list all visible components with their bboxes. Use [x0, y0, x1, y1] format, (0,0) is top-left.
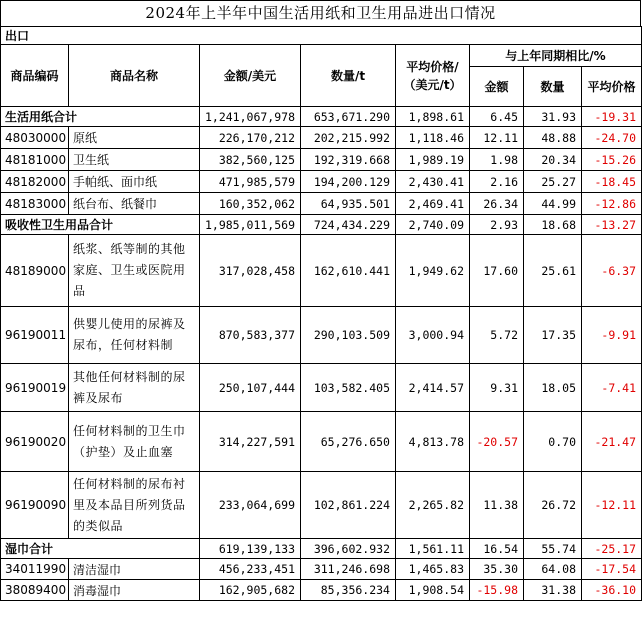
amount-cell: 870,583,377 — [200, 307, 301, 364]
section-label: 出口 — [1, 27, 642, 45]
amount-cell: 233,064,699 — [200, 472, 301, 539]
qty-cell: 290,103.509 — [301, 307, 396, 364]
qty-cell: 653,671.290 — [301, 107, 396, 127]
yoy-amount-cell: 6.45 — [470, 107, 524, 127]
amount-cell: 250,107,444 — [200, 364, 301, 412]
yoy-qty-cell: 64.08 — [524, 559, 582, 580]
product-code: 96190020 — [1, 412, 69, 472]
product-code: 96190011 — [1, 307, 69, 364]
amount-cell: 471,985,579 — [200, 171, 301, 193]
qty-cell: 311,246.698 — [301, 559, 396, 580]
yoy-qty-cell: 17.35 — [524, 307, 582, 364]
product-name: 纸浆、纸等制的其他家庭、卫生或医院用品 — [69, 235, 200, 307]
product-name: 消毒湿巾 — [69, 580, 200, 601]
avg-price-cell: 2,430.41 — [396, 171, 470, 193]
yoy-qty-cell: 25.27 — [524, 171, 582, 193]
product-code: 48182000 — [1, 171, 69, 193]
total-row — [1, 215, 642, 235]
yoy-price-cell: -19.31 — [582, 107, 642, 127]
table-row — [1, 412, 642, 472]
product-code: 96190090 — [1, 472, 69, 539]
header-row-1 — [1, 45, 642, 67]
yoy-price-cell: -17.54 — [582, 559, 642, 580]
amount-cell: 317,028,458 — [200, 235, 301, 307]
table-row — [1, 559, 642, 580]
avg-price-cell: 1,465.83 — [396, 559, 470, 580]
avg-price-cell: 2,469.41 — [396, 193, 470, 215]
export-data-table — [0, 26, 642, 601]
header-name: 商品名称 — [69, 45, 200, 107]
product-name: 原纸 — [69, 127, 200, 149]
header-yoy-qty: 数量 — [524, 67, 582, 107]
yoy-price-cell: -21.47 — [582, 412, 642, 472]
table-row — [1, 171, 642, 193]
amount-cell: 1,241,067,978 — [200, 107, 301, 127]
product-code: 38089400 — [1, 580, 69, 601]
yoy-qty-cell: 18.05 — [524, 364, 582, 412]
avg-price-cell: 1,989.19 — [396, 149, 470, 171]
yoy-price-cell: -18.45 — [582, 171, 642, 193]
yoy-price-cell: -15.26 — [582, 149, 642, 171]
avg-price-cell: 2,414.57 — [396, 364, 470, 412]
yoy-price-cell: -12.86 — [582, 193, 642, 215]
qty-cell: 192,319.668 — [301, 149, 396, 171]
product-name: 任何材料制的卫生巾（护垫）及止血塞 — [69, 412, 200, 472]
product-name: 手帕纸、面巾纸 — [69, 171, 200, 193]
header-yoy-price: 平均价格 — [582, 67, 642, 107]
yoy-qty-cell: 25.61 — [524, 235, 582, 307]
table-title: 2024年上半年中国生活用纸和卫生用品进出口情况 — [0, 0, 641, 26]
product-name: 清洁湿巾 — [69, 559, 200, 580]
yoy-amount-cell: 9.31 — [470, 364, 524, 412]
qty-cell: 724,434.229 — [301, 215, 396, 235]
product-name: 任何材料制的尿布衬里及本品目所列货品的类似品 — [69, 472, 200, 539]
header-qty: 数量/t — [301, 45, 396, 107]
header-amount: 金额/美元 — [200, 45, 301, 107]
table-row — [1, 580, 642, 601]
table-row — [1, 235, 642, 307]
section-row — [1, 27, 642, 45]
table-row — [1, 149, 642, 171]
qty-cell: 194,200.129 — [301, 171, 396, 193]
yoy-price-cell: -12.11 — [582, 472, 642, 539]
yoy-qty-cell: 48.88 — [524, 127, 582, 149]
qty-cell: 396,602.932 — [301, 539, 396, 559]
yoy-amount-cell: 2.93 — [470, 215, 524, 235]
yoy-price-cell: -13.27 — [582, 215, 642, 235]
yoy-qty-cell: 26.72 — [524, 472, 582, 539]
yoy-price-cell: -25.17 — [582, 539, 642, 559]
yoy-price-cell: -7.41 — [582, 364, 642, 412]
header-code: 商品编码 — [1, 45, 69, 107]
product-code: 48181000 — [1, 149, 69, 171]
table-row — [1, 364, 642, 412]
yoy-amount-cell: 12.11 — [470, 127, 524, 149]
total-label: 生活用纸合计 — [1, 107, 200, 127]
product-name: 其他任何材料制的尿裤及尿布 — [69, 364, 200, 412]
amount-cell: 160,352,062 — [200, 193, 301, 215]
avg-price-cell: 3,000.94 — [396, 307, 470, 364]
qty-cell: 65,276.650 — [301, 412, 396, 472]
qty-cell: 103,582.405 — [301, 364, 396, 412]
yoy-amount-cell: 11.38 — [470, 472, 524, 539]
yoy-amount-cell: -20.57 — [470, 412, 524, 472]
amount-cell: 456,233,451 — [200, 559, 301, 580]
product-name: 卫生纸 — [69, 149, 200, 171]
yoy-amount-cell: 26.34 — [470, 193, 524, 215]
total-label: 湿巾合计 — [1, 539, 200, 559]
yoy-qty-cell: 31.93 — [524, 107, 582, 127]
avg-price-cell: 1,908.54 — [396, 580, 470, 601]
yoy-amount-cell: 2.16 — [470, 171, 524, 193]
amount-cell: 314,227,591 — [200, 412, 301, 472]
yoy-price-cell: -36.10 — [582, 580, 642, 601]
yoy-qty-cell: 31.38 — [524, 580, 582, 601]
qty-cell: 64,935.501 — [301, 193, 396, 215]
table-row — [1, 307, 642, 364]
avg-price-cell: 4,813.78 — [396, 412, 470, 472]
table-row — [1, 127, 642, 149]
product-code: 48189000 — [1, 235, 69, 307]
table-row — [1, 472, 642, 539]
avg-price-cell: 1,118.46 — [396, 127, 470, 149]
yoy-amount-cell: 5.72 — [470, 307, 524, 364]
product-code: 48183000 — [1, 193, 69, 215]
yoy-amount-cell: 17.60 — [470, 235, 524, 307]
yoy-price-cell: -9.91 — [582, 307, 642, 364]
yoy-qty-cell: 18.68 — [524, 215, 582, 235]
amount-cell: 382,560,125 — [200, 149, 301, 171]
product-name: 纸台布、纸餐巾 — [69, 193, 200, 215]
amount-cell: 162,905,682 — [200, 580, 301, 601]
avg-price-cell: 1,561.11 — [396, 539, 470, 559]
table-row — [1, 193, 642, 215]
amount-cell: 226,170,212 — [200, 127, 301, 149]
avg-price-cell: 2,265.82 — [396, 472, 470, 539]
header-yoy-amount: 金额 — [470, 67, 524, 107]
qty-cell: 162,610.441 — [301, 235, 396, 307]
qty-cell: 102,861.224 — [301, 472, 396, 539]
yoy-amount-cell: 35.30 — [470, 559, 524, 580]
amount-cell: 1,985,011,569 — [200, 215, 301, 235]
yoy-price-cell: -24.70 — [582, 127, 642, 149]
yoy-amount-cell: -15.98 — [470, 580, 524, 601]
yoy-qty-cell: 44.99 — [524, 193, 582, 215]
yoy-qty-cell: 20.34 — [524, 149, 582, 171]
yoy-qty-cell: 0.70 — [524, 412, 582, 472]
product-name: 供婴儿使用的尿裤及尿布，任何材料制 — [69, 307, 200, 364]
yoy-amount-cell: 16.54 — [470, 539, 524, 559]
avg-price-cell: 1,898.61 — [396, 107, 470, 127]
header-yoy-group: 与上年同期相比/% — [470, 45, 642, 67]
yoy-amount-cell: 1.98 — [470, 149, 524, 171]
total-row — [1, 107, 642, 127]
product-code: 96190019 — [1, 364, 69, 412]
yoy-qty-cell: 55.74 — [524, 539, 582, 559]
qty-cell: 85,356.234 — [301, 580, 396, 601]
qty-cell: 202,215.992 — [301, 127, 396, 149]
avg-price-cell: 1,949.62 — [396, 235, 470, 307]
total-row — [1, 539, 642, 559]
product-code: 48030000 — [1, 127, 69, 149]
yoy-price-cell: -6.37 — [582, 235, 642, 307]
amount-cell: 619,139,133 — [200, 539, 301, 559]
header-avg-price: 平均价格/（美元/t） — [396, 45, 470, 107]
product-code: 34011990 — [1, 559, 69, 580]
total-label: 吸收性卫生用品合计 — [1, 215, 200, 235]
avg-price-cell: 2,740.09 — [396, 215, 470, 235]
